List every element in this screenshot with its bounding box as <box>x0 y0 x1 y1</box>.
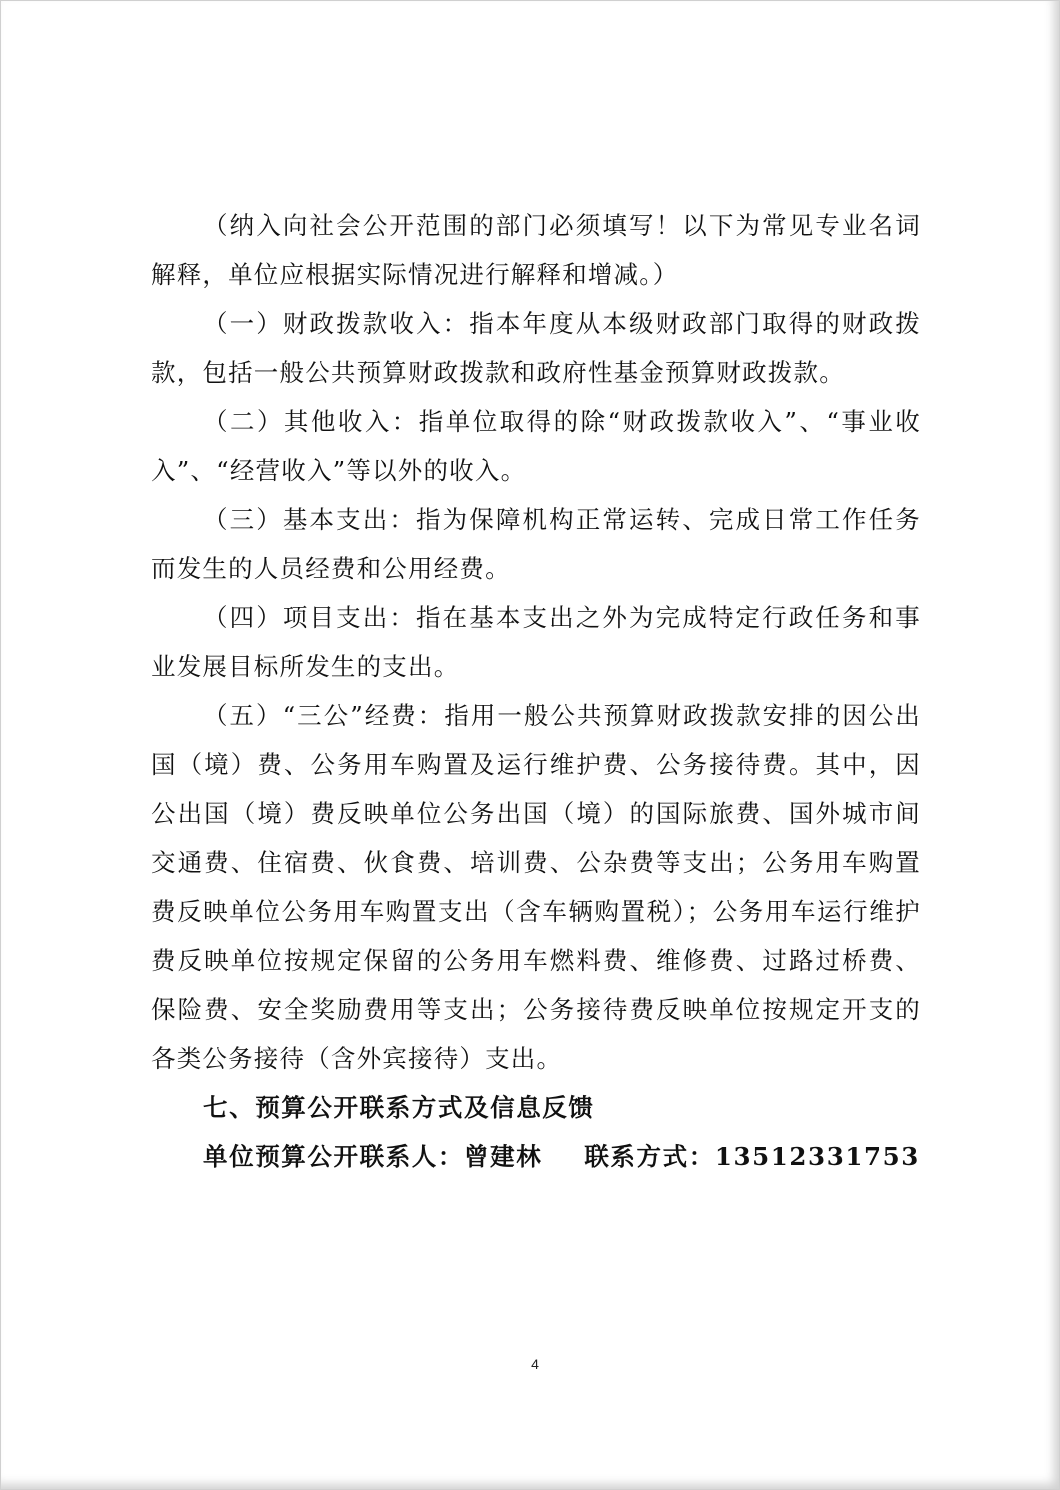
paragraph-project-expenditure: （四）项目支出：指在基本支出之外为完成特定行政任务和事业发展目标所发生的支出。 <box>151 603 921 681</box>
contact-line <box>151 1132 921 1181</box>
paragraph-three-public-expenses: （五）“三公”经费：指用一般公共预算财政拨款安排的因公出国（境）费、公务用车购置及运行维护费、公务接待费。其中，因公出国（境）费反映单位公务出国（境）的国际旅费、国外城市间交通费、住宿费、伙食费、培训费、公杂费等支出；公务用车购置费反映单位公务用车购置支出（含车辆购置税）；公务用车运行维护费反映单位按规定保留的公务用车燃料费、维修费、过路过桥费、保险费、安全奖励费用等支出；公务接待费反映单位按规定开支的各类公务接待（含外宾接待）支出。 <box>151 701 921 1073</box>
page-number: 4 <box>531 1356 539 1372</box>
contact-method-label: 联系方式： <box>584 1142 715 1171</box>
contact-person-name: 曾建林 <box>464 1142 543 1171</box>
paragraph-intro-note: （纳入向社会公开范围的部门必须填写！以下为常见专业名词解释，单位应根据实际情况进行解释和增减。） <box>151 211 921 289</box>
contact-person-label: 单位预算公开联系人： <box>203 1142 464 1171</box>
paragraph-other-income: （二）其他收入：指单位取得的除“财政拨款收入”、“事业收入”、“经营收入”等以外的收入。 <box>151 407 921 485</box>
paragraph-basic-expenditure: （三）基本支出：指为保障机构正常运转、完成日常工作任务而发生的人员经费和公用经费。 <box>151 505 921 583</box>
paragraph-fiscal-appropriation-income: （一）财政拨款收入：指本年度从本级财政部门取得的财政拨款，包括一般公共预算财政拨款和政府性基金预算财政拨款。 <box>151 309 921 387</box>
document-body <box>151 201 921 1181</box>
contact-phone: 13512331753 <box>714 1142 920 1171</box>
section-heading: 七、预算公开联系方式及信息反馈 <box>203 1093 595 1122</box>
